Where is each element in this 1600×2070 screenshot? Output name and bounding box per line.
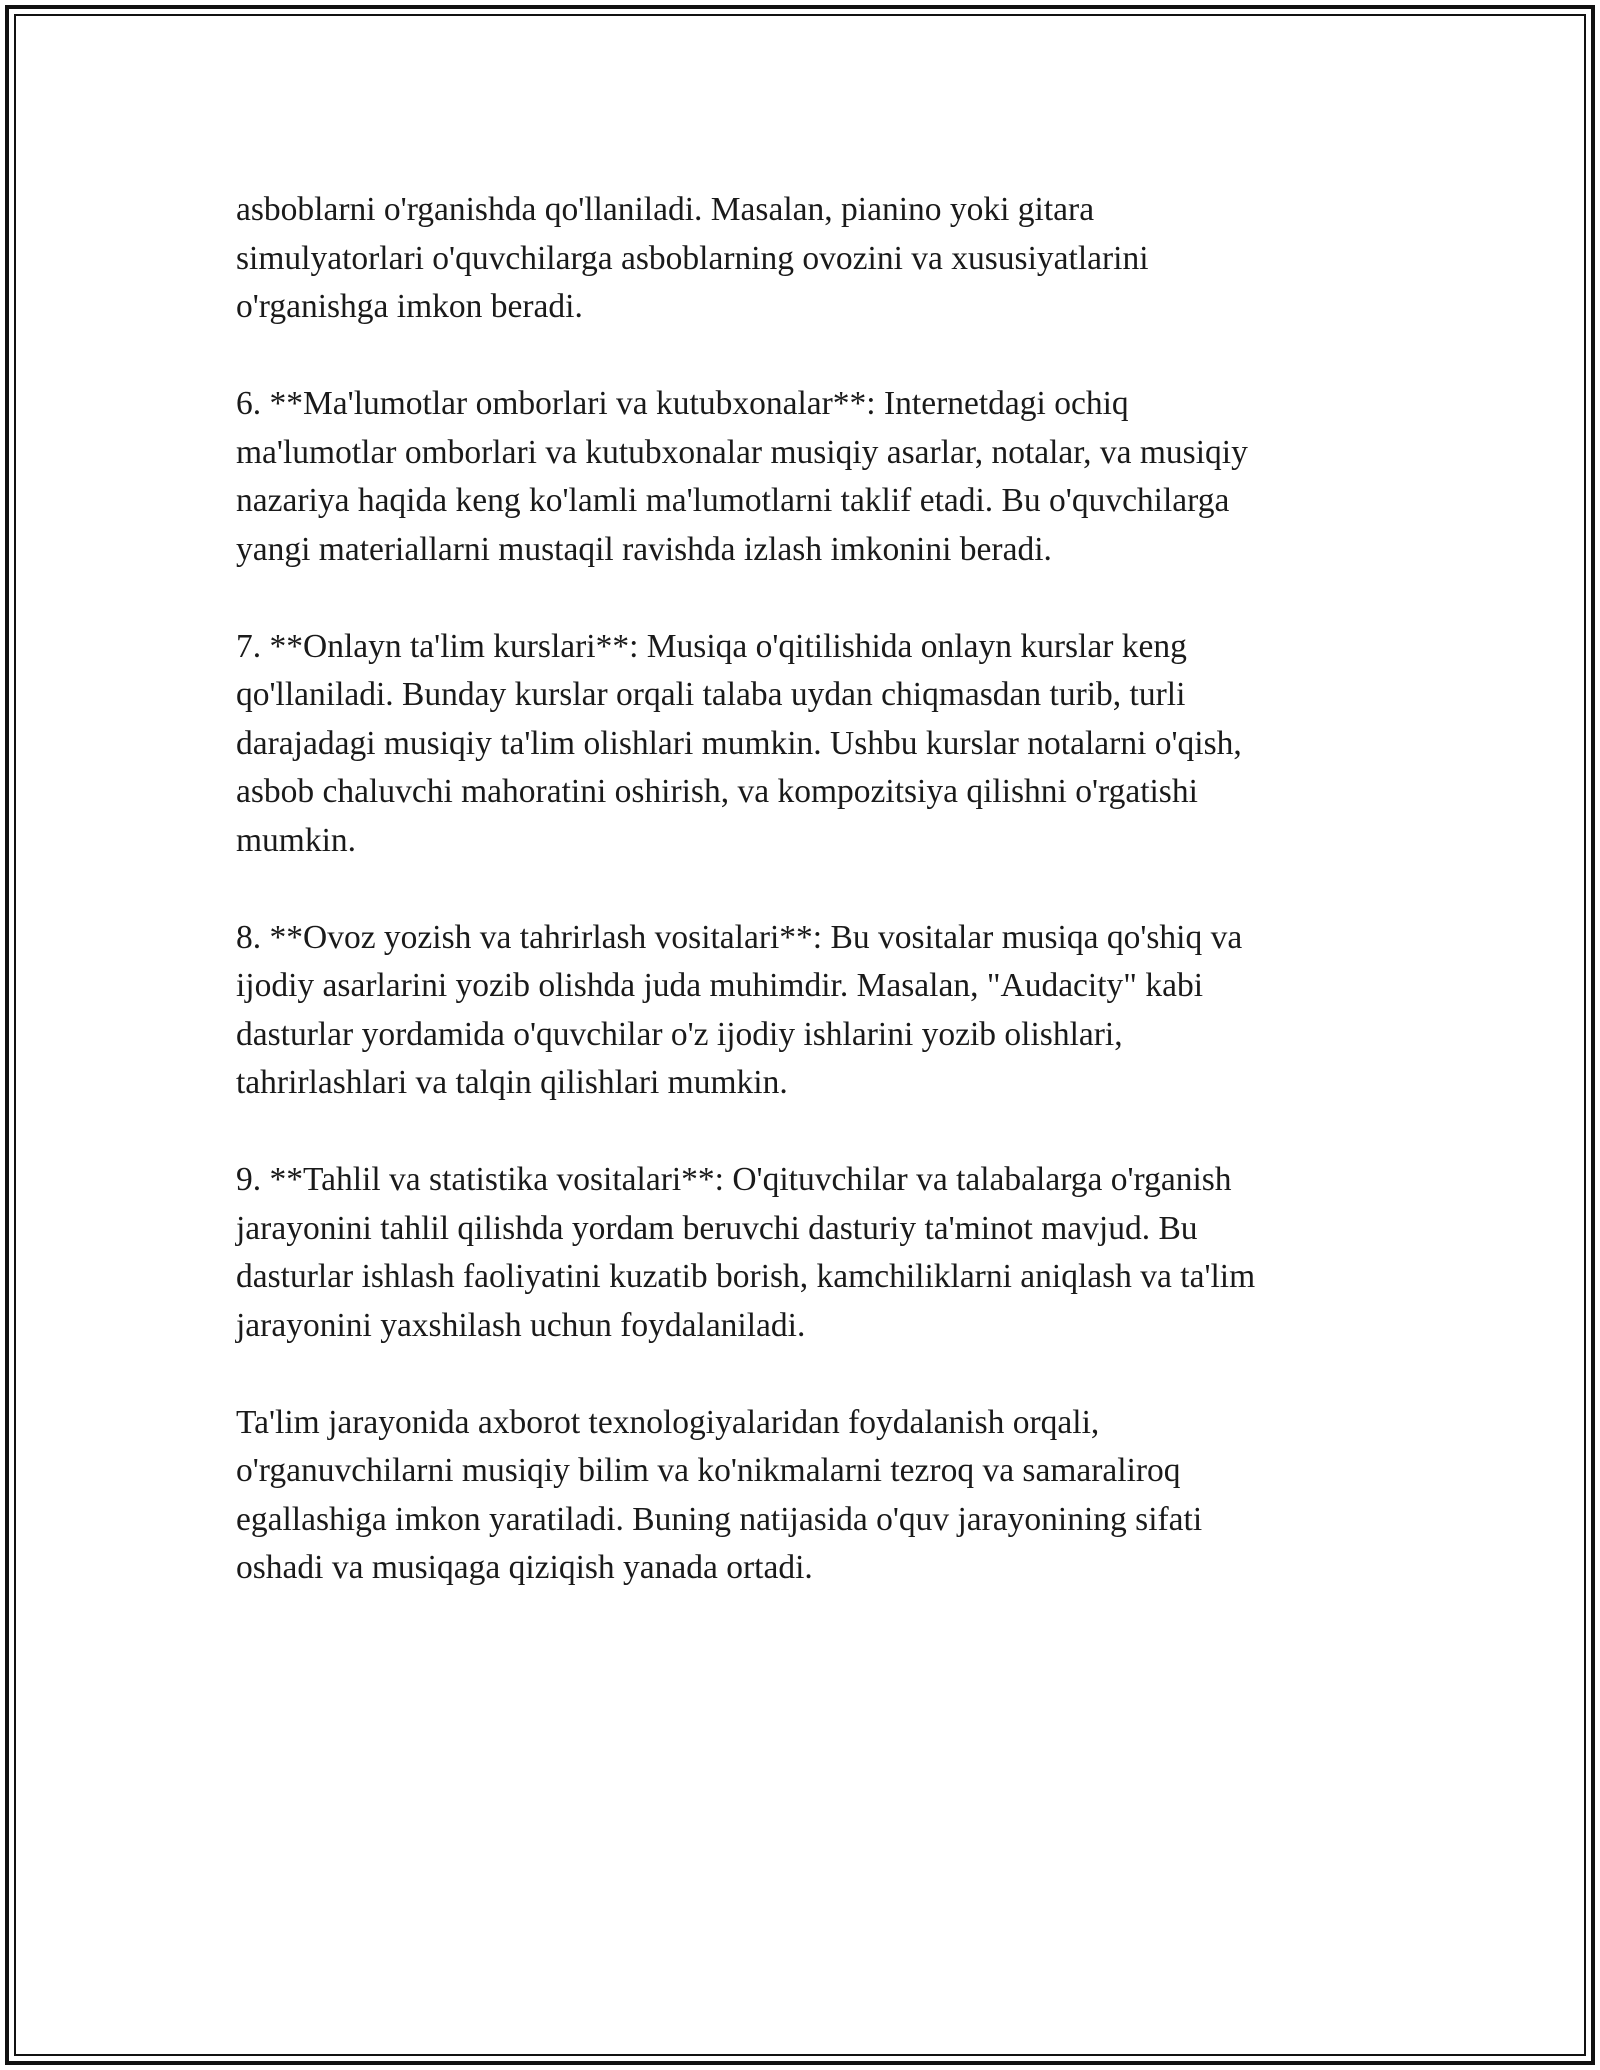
paragraph-instrument-simulators: asboblarni o'rganishda qo'llaniladi. Masalan, pianino yoki gitara simulyatorlari o'quvchilarga asboblarning ovozini va xususiyatlarini o'rganishga imkon beradi. — [236, 191, 1149, 325]
paragraph-conclusion: Ta'lim jarayonida axborot texnologiyalaridan foydalanish orqali, o'rganuvchilarni musiqiy bilim va ko'nikmalarni tezroq va samaraliroq egallashiga imkon yaratiladi. Buning natijasida o'quv jarayonining sifati oshadi va musiqaga qiziqish yanada ortadi. — [236, 1403, 1203, 1586]
paragraph-analysis-tools: 9. **Tahlil va statistika vositalari**: O'qituvchilar va talabalarga o'rganish jarayonini tahlil qilishda yordam beruvchi dasturiy ta'minot mavjud. Bu dasturlar ishlash faoliyatini kuzatib borish, kamchiliklarni aniqlash va ta'lim jarayonini yaxshilash uchun foydalaniladi. — [236, 1161, 1256, 1344]
paragraph-online-courses: 7. **Onlayn ta'lim kurslari**: Musiqa o'qitilishida onlayn kurslar keng qo'llaniladi. Bunday kurslar orqali talaba uydan chiqmasdan turib, turli darajadagi musiqiy ta'lim olishlari mumkin. Ushbu kurslar notalarni o'qish, asbob chaluvchi mahoratini oshirish, va kompozitsiya qilishni o'rgatishi mumkin. — [236, 627, 1242, 859]
document-body — [236, 186, 1366, 1641]
paragraph-audio-recording-tools: 8. **Ovoz yozish va tahrirlash vositalari**: Bu vositalar musiqa qo'shiq va ijodiy asarlarini yozib olishda juda muhimdir. Masalan, "Audacity" kabi dasturlar yordamida o'quvchilar o'z ijodiy ishlarini yozib olishlari, tahrirlashlari va talqin qilishlari mumkin. — [236, 918, 1243, 1101]
paragraph-databases-libraries: 6. **Ma'lumotlar omborlari va kutubxonalar**: Internetdagi ochiq ma'lumotlar omborlari va kutubxonalar musiqiy asarlar, notalar, va musiqiy nazariya haqida keng ko'lamli ma'lumotlarni taklif etadi. Bu o'quvchilarga yangi materiallarni mustaqil ravishda izlash imkonini beradi. — [236, 385, 1248, 568]
